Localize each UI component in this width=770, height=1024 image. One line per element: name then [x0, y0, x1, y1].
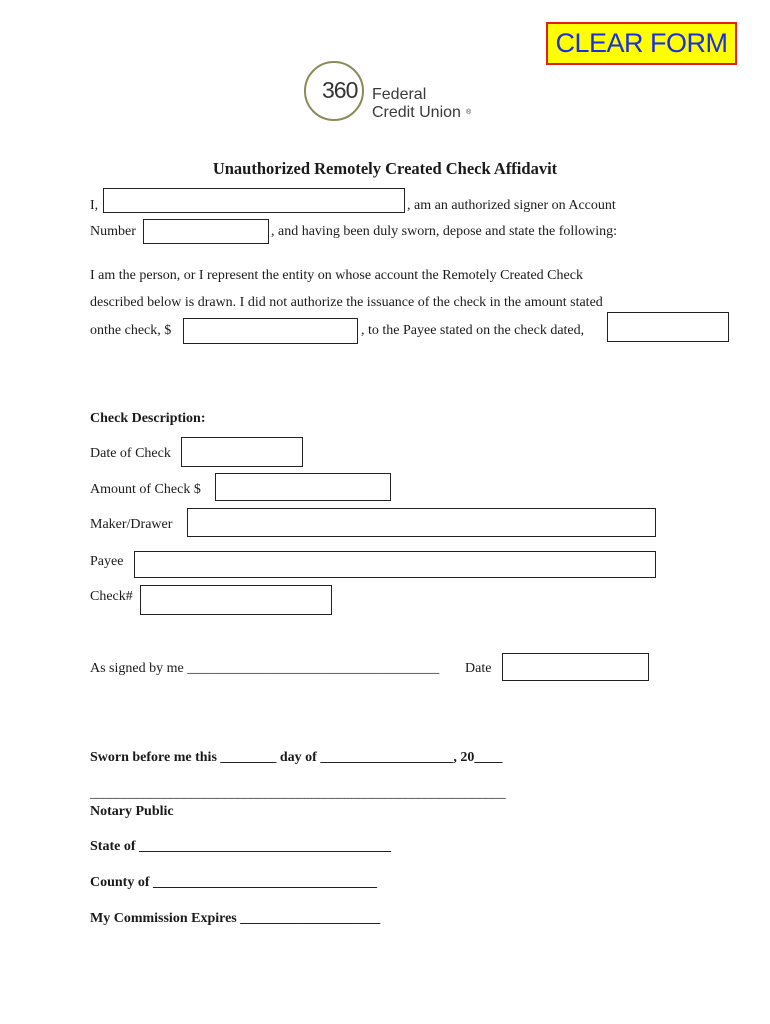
- number-label: Number: [90, 224, 136, 239]
- paragraph-line-3-prefix: onthe check, $: [90, 323, 172, 338]
- date-of-check-label: Date of Check: [90, 446, 171, 461]
- logo-line1: Federal: [372, 86, 427, 103]
- logo-line2: Credit Union: [372, 104, 461, 121]
- check-number-field[interactable]: [140, 585, 332, 615]
- check-description-heading: Check Description:: [90, 411, 206, 426]
- maker-drawer-label: Maker/Drawer: [90, 517, 173, 532]
- county-of-line: County of ________________________________: [90, 875, 378, 890]
- paragraph-line-2: described below is drawn. I did not authorize the issuance of the check in the amount stated: [90, 295, 603, 310]
- amount-of-check-field[interactable]: [215, 473, 391, 501]
- commission-expires-line: My Commission Expires ____________________: [90, 911, 381, 926]
- payee-field[interactable]: [134, 551, 656, 578]
- signer-name-field[interactable]: [103, 188, 405, 213]
- date-of-check-field[interactable]: [181, 437, 303, 467]
- amount-of-check-label: Amount of Check $: [90, 482, 201, 497]
- amount-field[interactable]: [183, 318, 358, 344]
- logo-registered-mark: ®: [466, 109, 472, 116]
- account-suffix-text: , and having been duly sworn, depose and state the following:: [271, 224, 618, 239]
- page-title: Unauthorized Remotely Created Check Affidavit: [212, 159, 558, 178]
- state-of-line: State of ____________________________________: [90, 839, 391, 854]
- paragraph-line-1: I am the person, or I represent the entity on whose account the Remotely Created Check: [90, 268, 583, 283]
- account-number-field[interactable]: [143, 219, 269, 244]
- check-number-label: Check#: [90, 589, 133, 604]
- payee-label: Payee: [90, 554, 124, 569]
- signed-date-label: Date: [465, 661, 492, 676]
- notary-signature-line: ______________________________________________________________: [90, 786, 506, 801]
- maker-drawer-field[interactable]: [187, 508, 656, 537]
- check-dated-field[interactable]: [607, 312, 729, 342]
- i-label: I,: [90, 198, 99, 213]
- sworn-line: Sworn before me this ________ day of ___________________, 20____: [90, 750, 503, 765]
- signed-date-field[interactable]: [502, 653, 649, 681]
- clear-form-button[interactable]: CLEAR FORM: [546, 22, 737, 65]
- signed-by-line: As signed by me ____________________________________: [90, 661, 440, 676]
- paragraph-line-3-suffix: , to the Payee stated on the check dated,: [361, 323, 585, 338]
- signer-suffix-text: , am an authorized signer on Account: [407, 198, 616, 213]
- logo-number: 360: [322, 77, 358, 103]
- notary-public-label: Notary Public: [90, 804, 174, 819]
